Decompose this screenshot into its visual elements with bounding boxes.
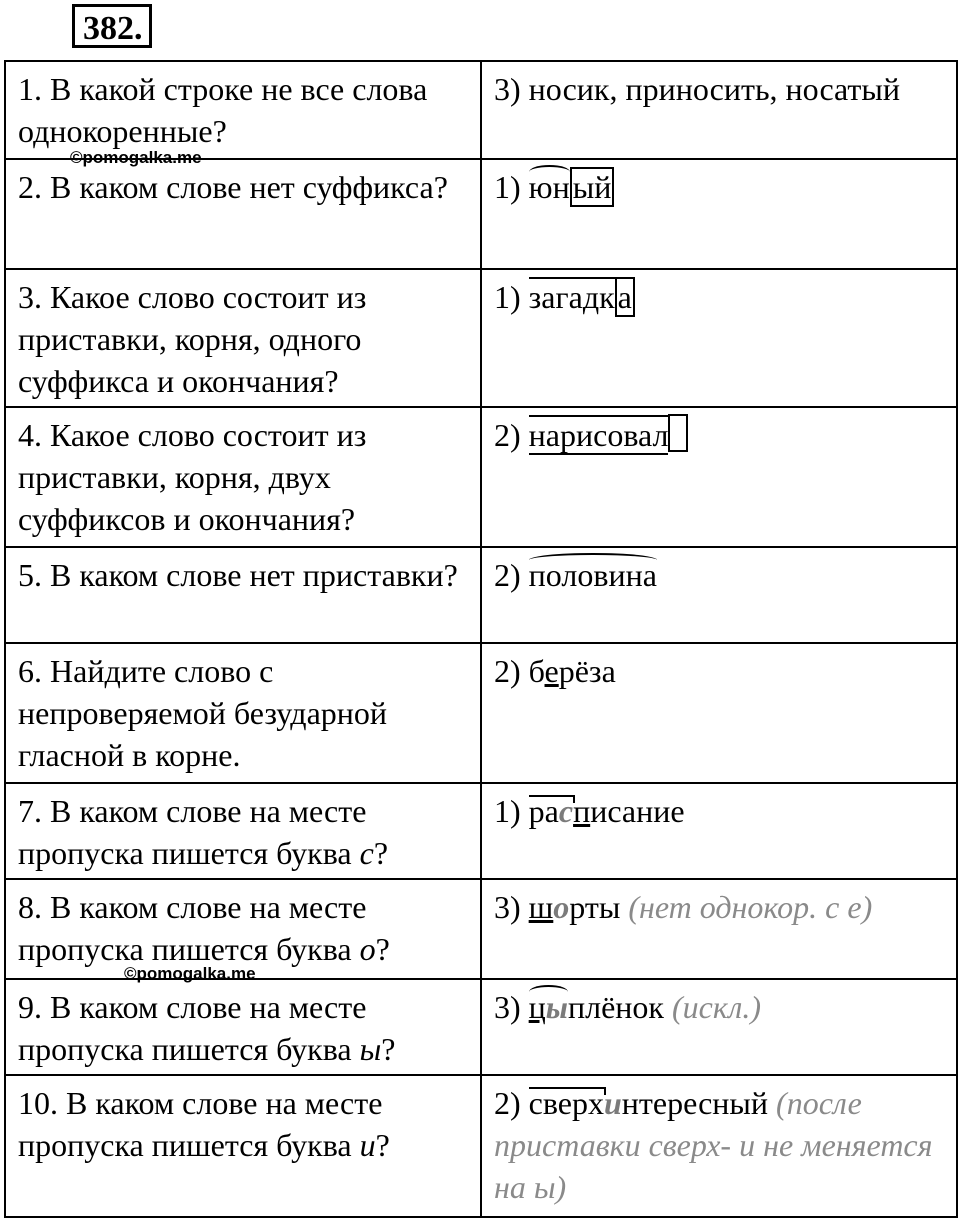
answer-number: 2)	[494, 653, 521, 689]
inserted-letter: и	[603, 1085, 622, 1121]
question-cell	[5, 979, 481, 1075]
word-part: рёза	[558, 653, 616, 689]
answer-cell	[481, 407, 957, 547]
question-cell	[5, 1075, 481, 1217]
answer-cell	[481, 879, 957, 979]
question-cell: 2. В каком слове нет суффикса?	[5, 159, 481, 269]
answer-cell	[481, 269, 957, 407]
table-row	[5, 269, 957, 407]
answer-cell	[481, 1075, 957, 1217]
question-letter: о	[359, 931, 376, 967]
answer-cell	[481, 643, 957, 783]
answer-word: нарисовал	[528, 417, 669, 453]
table-row	[5, 407, 957, 547]
answer-number: 2)	[494, 1085, 521, 1121]
word-prefix: сверх	[528, 1085, 604, 1121]
question-text: 8. В каком слове на месте пропуска пишется буква	[18, 889, 367, 967]
question-cell: 1. В какой строке не все слова однокоренные?	[5, 61, 481, 159]
answer-number: 3)	[494, 889, 521, 925]
table-row	[5, 159, 957, 269]
word-part: рты	[569, 889, 621, 925]
question-end: ?	[373, 835, 389, 871]
marked-letter: ш	[528, 889, 554, 925]
answer-note: (нет однокор. с е)	[628, 889, 873, 925]
question-cell: 5. В каком слове нет приставки?	[5, 547, 481, 643]
answer-note: (искл.)	[671, 989, 762, 1025]
exercise-number: 382.	[72, 4, 152, 48]
answers-table	[4, 60, 958, 1218]
word-part: ра	[528, 793, 559, 829]
table-row	[5, 783, 957, 879]
answer-cell: 3) носик, приносить, носатый	[481, 61, 957, 159]
question-cell: 3. Какое слово состоит из приставки, корня, одного суффикса и окончания?	[5, 269, 481, 407]
answer-cell	[481, 783, 957, 879]
answer-word: загадк	[528, 279, 615, 315]
answer-cell	[481, 979, 957, 1075]
inserted-letter: о	[553, 889, 570, 925]
answer-number: 1)	[494, 169, 521, 205]
question-letter: ы	[359, 1031, 382, 1067]
marked-letter: п	[573, 793, 591, 829]
question-cell: 4. Какое слово состоит из приставки, корня, двух суффиксов и окончания?	[5, 407, 481, 547]
word-root	[529, 989, 568, 1025]
answer-number: 2)	[494, 417, 521, 453]
marked-letter: ц	[528, 989, 546, 1025]
question-text: 7. В каком слове на месте пропуска пишется буква	[18, 793, 367, 871]
answer-number: 3)	[494, 989, 521, 1025]
word-part: исание	[590, 793, 685, 829]
question-cell	[5, 783, 481, 879]
zero-ending	[668, 414, 688, 452]
marked-letter: е	[544, 653, 559, 689]
answer-number: 1)	[494, 279, 521, 315]
table-row	[5, 643, 957, 783]
word-part: нтересный	[621, 1085, 769, 1121]
answer-word: половина	[528, 557, 657, 593]
question-letter: с	[359, 835, 374, 871]
table-row	[5, 547, 957, 643]
question-end: ?	[381, 1031, 396, 1067]
watermark: ©pomogalka.me	[124, 964, 256, 983]
answer-cell	[481, 159, 957, 269]
watermark: ©pomogalka.me	[70, 148, 202, 167]
question-letter: и	[359, 1127, 376, 1163]
answer-number: 1)	[494, 793, 521, 829]
word-root: юн	[528, 169, 570, 205]
table-row	[5, 61, 957, 159]
question-cell: 6. Найдите слово с непроверяемой безударной гласной в корне.	[5, 643, 481, 783]
question-text: 10. В каком слове на месте пропуска пишется буква	[18, 1085, 383, 1163]
question-end: ?	[375, 1127, 390, 1163]
question-text: 9. В каком слове на месте пропуска пишется буква	[18, 989, 367, 1067]
answer-note: (после приставки сверх- и не меняется на ы)	[494, 1085, 933, 1205]
table-row	[5, 1075, 957, 1217]
inserted-letter: ы	[545, 989, 568, 1025]
word-part: б	[528, 653, 545, 689]
answer-cell	[481, 547, 957, 643]
word-prefix	[529, 793, 573, 829]
word-ending: а	[615, 277, 635, 317]
inserted-letter: с	[558, 793, 574, 829]
table-row	[5, 979, 957, 1075]
question-end: ?	[375, 931, 390, 967]
answer-number: 2)	[494, 557, 521, 593]
word-part: плёнок	[567, 989, 664, 1025]
word-ending: ый	[570, 167, 615, 207]
